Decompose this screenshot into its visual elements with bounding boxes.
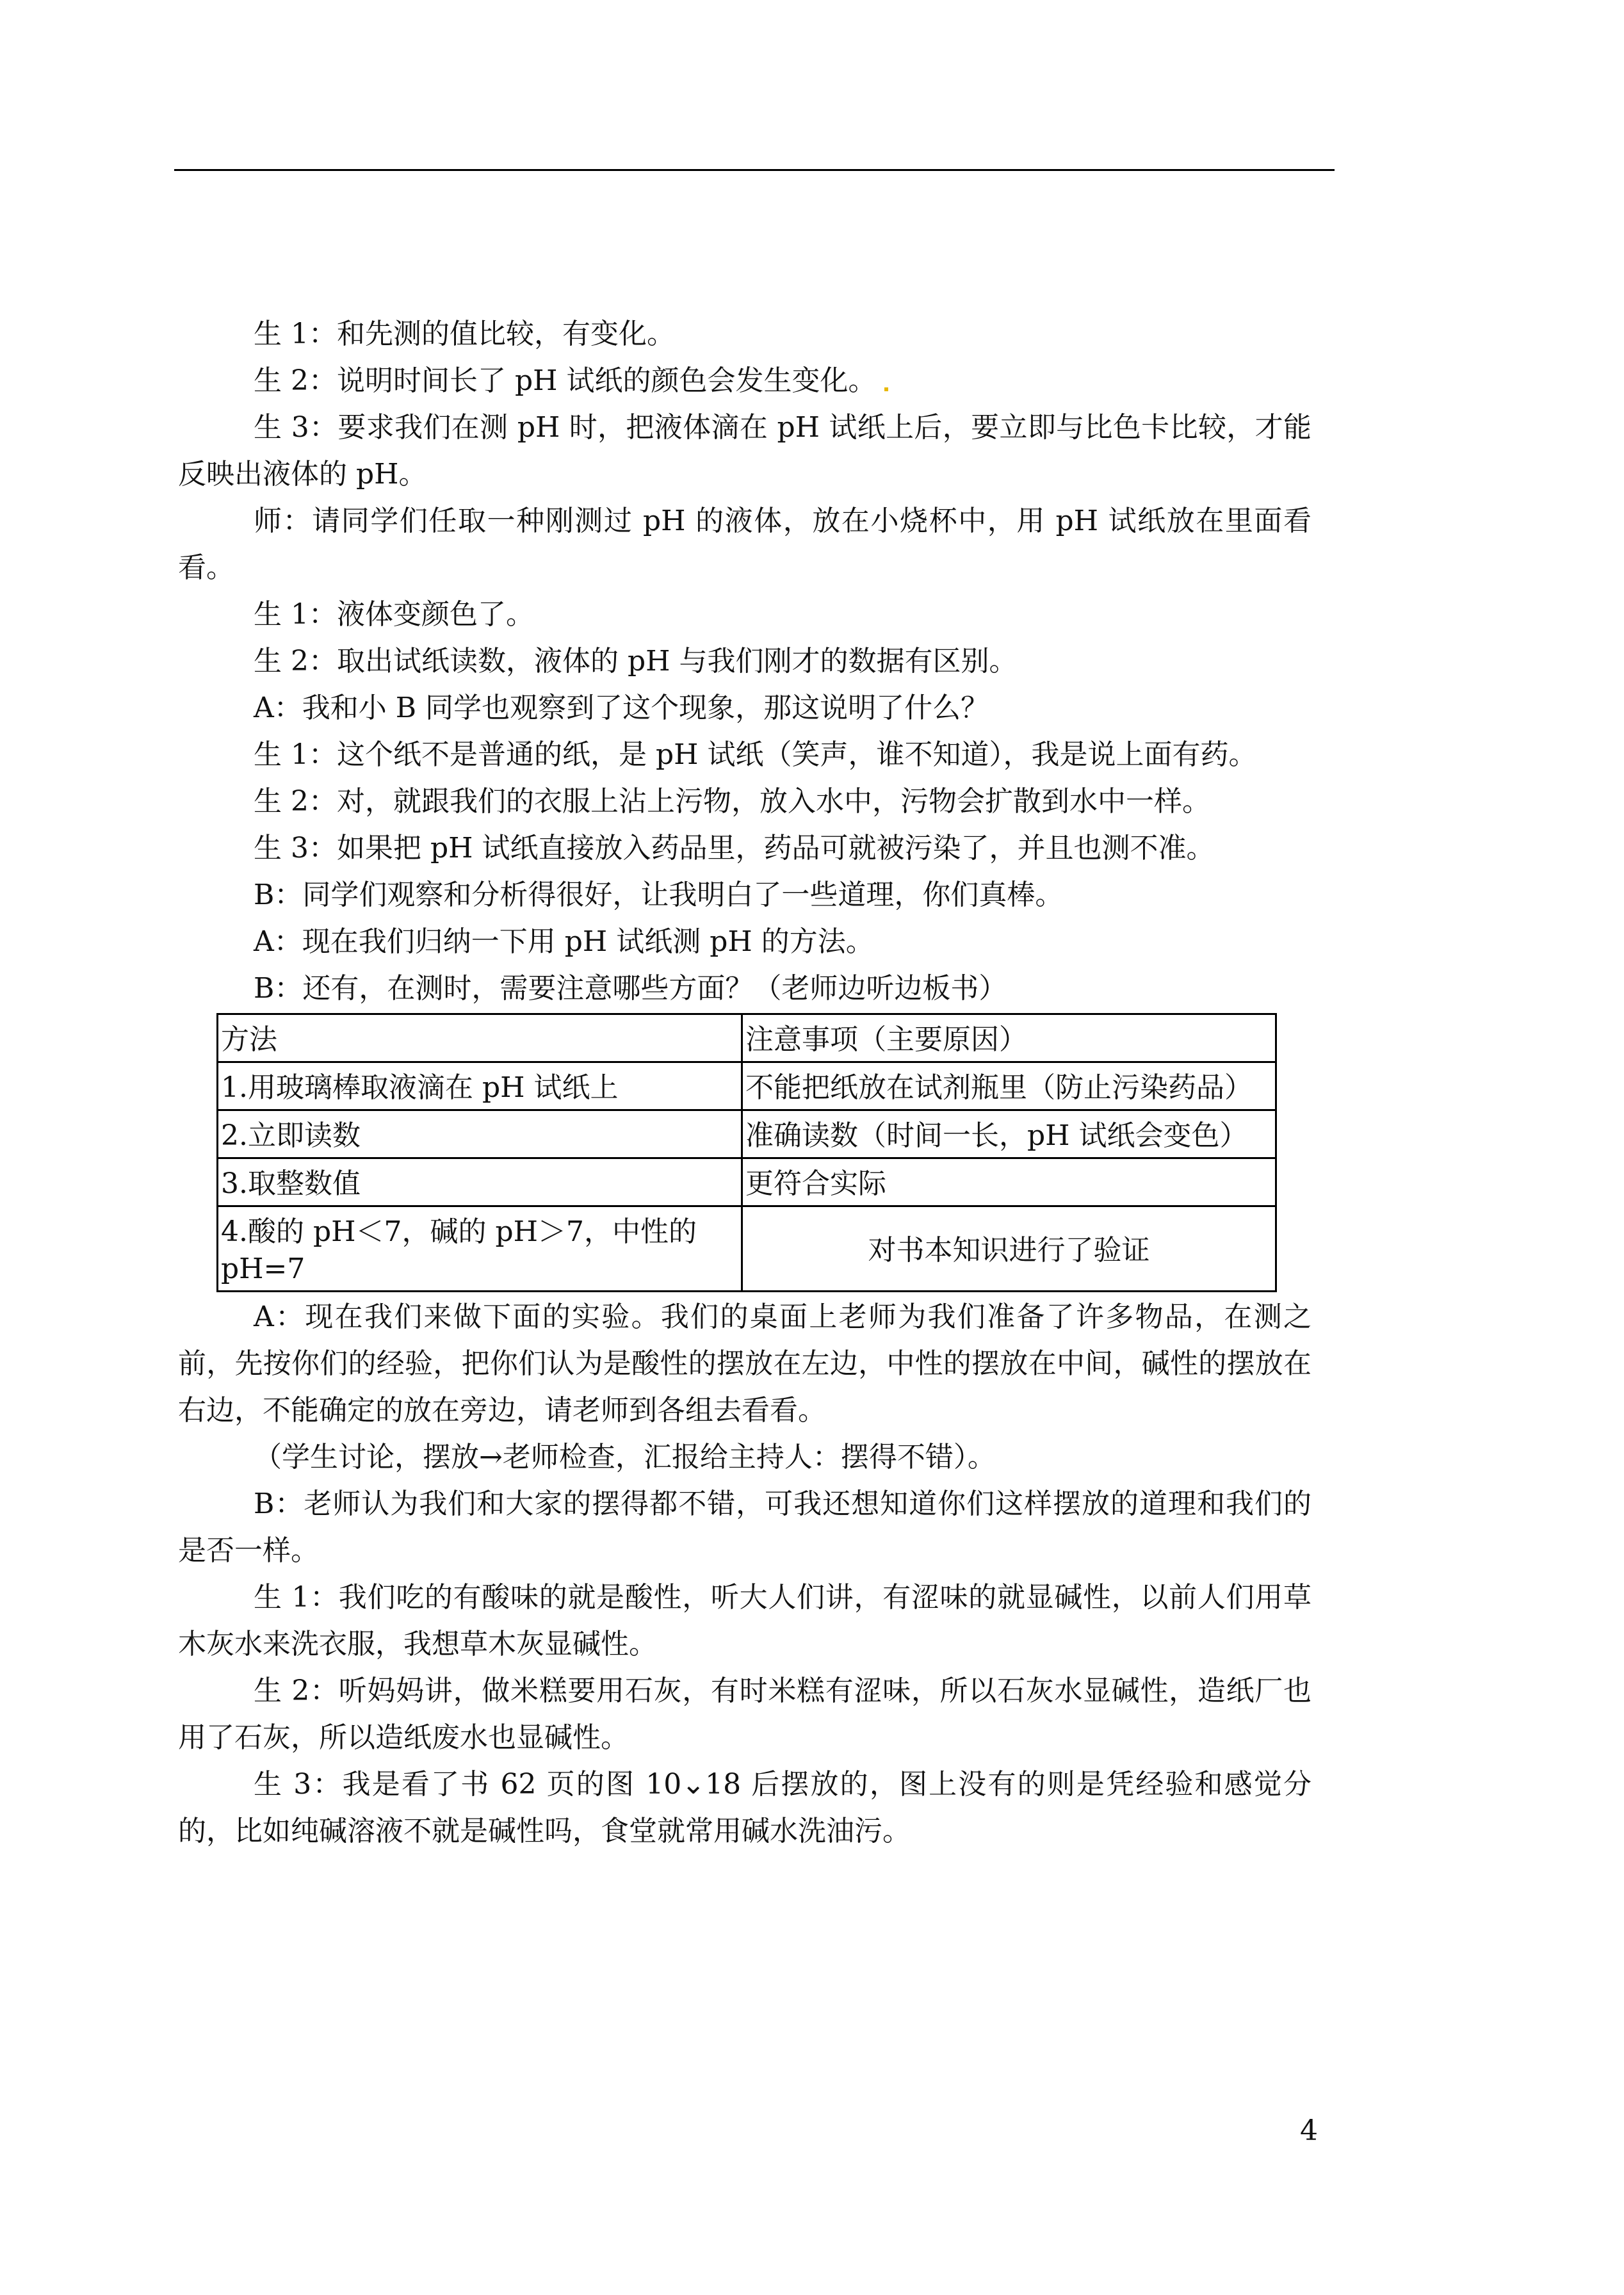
paragraph: B：还有，在测时，需要注意哪些方面？（老师边听边板书） bbox=[254, 972, 1007, 1005]
paragraph: 师：请同学们任取一种刚测过 pH 的液体，放在小烧杯中，用 pH 试纸放在里面看看。 bbox=[178, 505, 1311, 584]
document-body bbox=[178, 311, 1311, 1854]
paragraph: A：现在我们归纳一下用 pH 试纸测 pH 的方法。 bbox=[254, 925, 874, 958]
table-cell-note: 更符合实际 bbox=[742, 1158, 1276, 1206]
paragraph: 生 2：对，就跟我们的衣服上沾上污物，放入水中，污物会扩散到水中一样。 bbox=[254, 785, 1210, 818]
table-row bbox=[218, 1206, 1276, 1292]
highlight-mark-icon bbox=[884, 387, 888, 391]
paragraph: （学生讨论，摆放→老师检查，汇报给主持人：摆得不错）。 bbox=[254, 1441, 996, 1473]
paragraph: A：现在我们来做下面的实验。我们的桌面上老师为我们准备了许多物品，在测之前，先按你们的经验，把你们认为是酸性的摆放在左边，中性的摆放在中间，碱性的摆放在右边，不能确定的放在旁边，请老师到各组去看看。 bbox=[178, 1301, 1311, 1427]
page-number: 4 bbox=[1300, 2114, 1318, 2147]
paragraph: 生 1：我们吃的有酸味的就是酸性，听大人们讲，有涩味的就显碱性，以前人们用草木灰水来洗衣服，我想草木灰显碱性。 bbox=[178, 1581, 1311, 1660]
paragraph: 生 2：取出试纸读数，液体的 pH 与我们刚才的数据有区别。 bbox=[254, 645, 1018, 677]
paragraph: 生 2：听妈妈讲，做米糕要用石灰，有时米糕有涩味，所以石灰水显碱性，造纸厂也用了石灰，所以造纸废水也显碱性。 bbox=[178, 1675, 1311, 1754]
paragraph: 生 1：这个纸不是普通的纸，是 pH 试纸（笑声，谁不知道），我是说上面有药。 bbox=[254, 738, 1257, 771]
table-cell-note: 不能把纸放在试剂瓶里（防止污染药品） bbox=[742, 1062, 1276, 1110]
table-row bbox=[218, 1062, 1276, 1110]
table-row bbox=[218, 1158, 1276, 1206]
paragraph: 生 3：如果把 pH 试纸直接放入药品里，药品可就被污染了，并且也测不准。 bbox=[254, 832, 1215, 864]
header-rule bbox=[174, 169, 1335, 171]
paragraph: 生 3：要求我们在测 pH 时，把液体滴在 pH 试纸上后，要立即与比色卡比较，才能反映出液体的 pH。 bbox=[178, 411, 1311, 491]
table-cell-note: 对书本知识进行了验证 bbox=[742, 1206, 1276, 1292]
paragraph: B：同学们观察和分析得很好，让我明白了一些道理，你们真棒。 bbox=[254, 879, 1064, 911]
table-cell-note: 准确读数（时间一长，pH 试纸会变色） bbox=[742, 1110, 1276, 1158]
table-cell-method: 4.酸的 pH＜7，碱的 pH＞7，中性的 pH=7 bbox=[218, 1206, 742, 1292]
table-cell-method: 1.用玻璃棒取液滴在 pH 试纸上 bbox=[218, 1062, 742, 1110]
paragraph-text: 生 2：说明时间长了 pH 试纸的颜色会发生变化。 bbox=[254, 364, 877, 397]
table-header-notes: 注意事项（主要原因） bbox=[742, 1014, 1276, 1062]
table-row bbox=[218, 1110, 1276, 1158]
paragraph-with-mark bbox=[178, 357, 1311, 404]
table-cell-method: 3.取整数值 bbox=[218, 1158, 742, 1206]
method-notes-table bbox=[216, 1013, 1277, 1292]
paragraph: 生 1：和先测的值比较，有变化。 bbox=[254, 318, 675, 350]
paragraph: 生 3：我是看了书 62 页的图 10⌄18 后摆放的，图上没有的则是凭经验和感觉分的，比如纯碱溶液不就是碱性吗，食堂就常用碱水洗油污。 bbox=[178, 1768, 1311, 1847]
table-header-row bbox=[218, 1014, 1276, 1062]
paragraph: A：我和小 B 同学也观察到了这个现象，那这说明了什么？ bbox=[254, 692, 989, 724]
table-cell-method: 2.立即读数 bbox=[218, 1110, 742, 1158]
table-header-method: 方法 bbox=[218, 1014, 742, 1062]
paragraph: B：老师认为我们和大家的摆得都不错，可我还想知道你们这样摆放的道理和我们的是否一样。 bbox=[178, 1488, 1311, 1567]
paragraph: 生 1：液体变颜色了。 bbox=[254, 598, 534, 631]
